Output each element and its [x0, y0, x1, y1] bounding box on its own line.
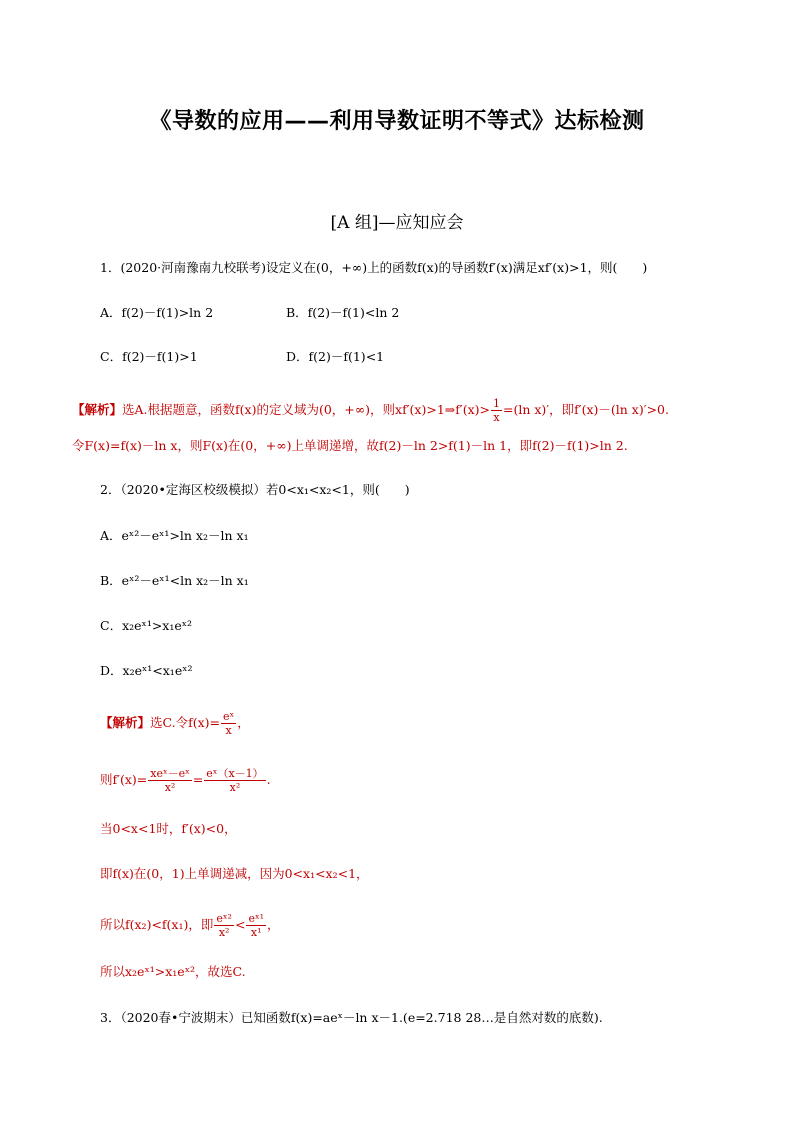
section-heading: [A 组]—应知应会	[330, 213, 464, 233]
q2-solution-line1: 【解析】选C.令f(x)= $\frac{\text{eˣ}}{x}$ ，	[100, 710, 250, 737]
q2-option-b: B．eˣ²－eˣ¹<ln x₂－ln x₁	[100, 573, 249, 588]
q2-fraction-1: $\frac{\text{eˣ}}{x}$	[223, 710, 235, 737]
q1-option-c: C．f(2)－f(1)>1	[100, 349, 198, 364]
page-title: 《导数的应用——利用导数证明不等式》达标检测	[149, 109, 645, 134]
q2-option-c: C．x₂eˣ¹>x₁eˣ²	[100, 618, 193, 633]
q1-sol-text-a: 选A.根据题意，函数f(x)的定义域为(0，+∞)，则xf′(x)>1⇒f′(x)>	[122, 402, 490, 417]
q2-solution-line2: 则f′(x)= $\frac{\text{xeˣ－eˣ}}{\text{x²}}$ = $\frac{\text{eˣ（x－1）}}{\text{x²}}$ .	[100, 767, 271, 794]
q1-option-d: D．f(2)－f(1)<1	[286, 349, 385, 364]
q2-option-a: A．eˣ²－eˣ¹>ln x₂－ln x₁	[100, 528, 249, 543]
q2-solution-line6: 所以x₂eˣ¹>x₁eˣ²，故选C.	[100, 964, 246, 979]
solution-tag-2: 【解析】	[100, 715, 151, 730]
q2-fraction-2: $\frac{\text{xeˣ－eˣ}}{\text{x²}}$	[150, 767, 190, 794]
solution-tag: 【解析】	[72, 402, 123, 417]
q2-stem: 2．（2020•定海区校级模拟）若0<x₁<x₂<1，则( )	[100, 482, 410, 497]
q1-solution-line1	[72, 397, 669, 424]
q2-fraction-3: $\frac{\text{eˣ（x－1）}}{\text{x²}}$	[206, 767, 264, 794]
q2-fraction-4: $\frac{\text{eˣ²}}{\text{x²}}$	[216, 912, 232, 939]
q3-stem: 3．（2020春•宁波期末）已知函数f(x)=aeˣ－ln x－1.(e=2.718 28…是自然对数的底数).	[100, 1010, 603, 1025]
q1-sol-text-b: =(ln x)′，即f′(x)－(ln x)′>0.	[503, 402, 669, 417]
q1-stem: 1．(2020·河南豫南九校联考)设定义在(0，+∞)上的函数f(x)的导函数f′(x)满足xf′(x)>1，则( )	[100, 260, 648, 275]
q2-solution-line5: 所以f(x₂)<f(x₁)，即 $\frac{\text{eˣ²}}{\text{x²}}$ < $\frac{\text{eˣ¹}}{\text{x¹}}$ ，	[100, 912, 280, 939]
q1-solution-line2: 令F(x)=f(x)－ln x，则F(x)在(0，+∞)上单调递增，故f(2)－ln 2>f(1)－ln 1，即f(2)－f(1)>ln 2.	[72, 438, 628, 453]
q2-option-d: D．x₂eˣ¹<x₁eˣ²	[100, 663, 193, 678]
q2-solution-line4: 即f(x)在(0，1)上单调递减，因为0<x₁<x₂<1，	[100, 866, 369, 881]
q2-solution-line3: 当0<x<1时，f′(x)<0，	[100, 821, 237, 836]
q1-option-a: A．f(2)－f(1)>ln 2	[100, 305, 214, 320]
q1-option-b: B．f(2)－f(1)<ln 2	[286, 305, 400, 320]
q2-fraction-5: $\frac{\text{eˣ¹}}{\text{x¹}}$	[248, 912, 265, 939]
q1-fraction: $\frac{1}{x}$	[493, 397, 500, 424]
